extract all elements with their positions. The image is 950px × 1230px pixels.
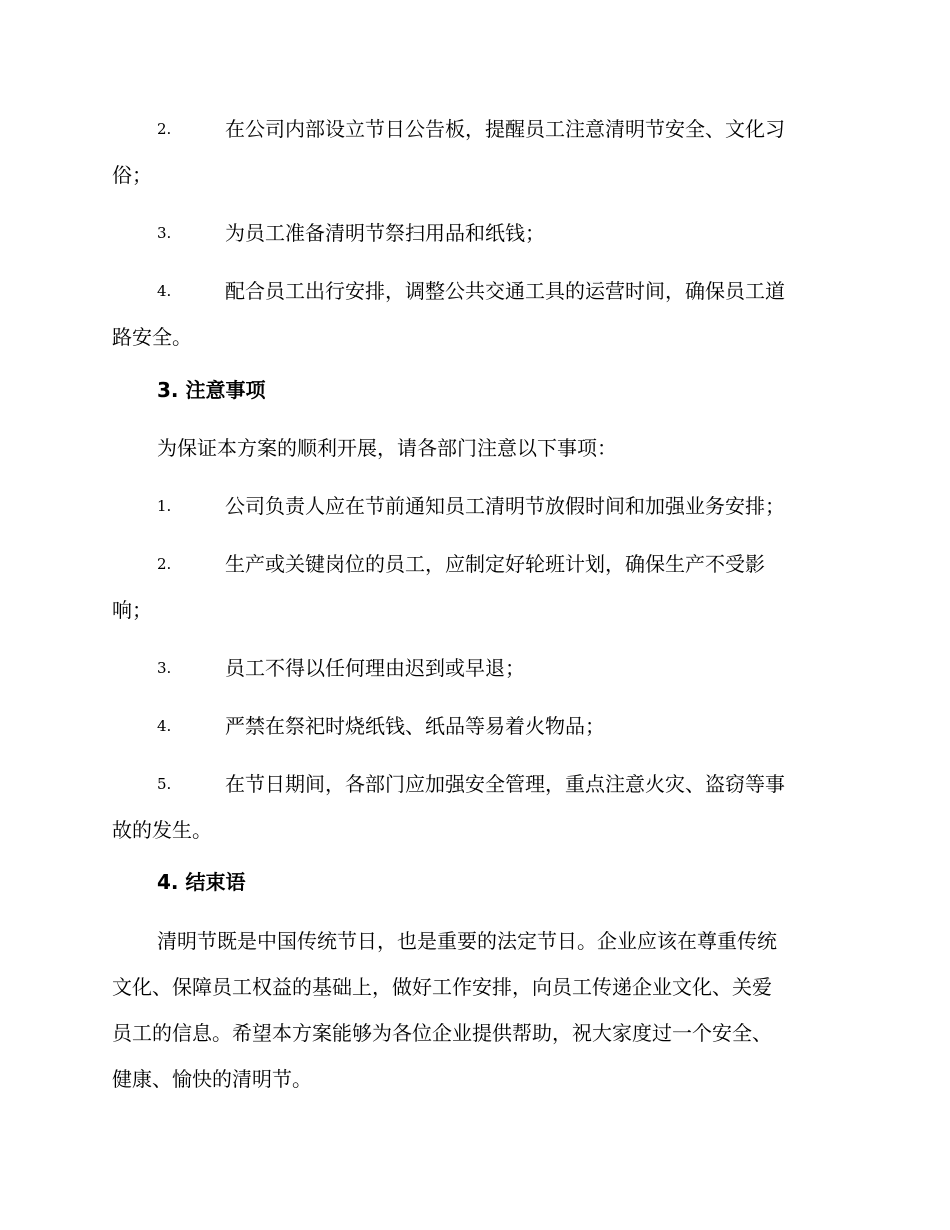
section-heading-conclusion: 4. 结束语 [157,870,246,894]
list-item-text: 在公司内部设立节日公告板，提醒员工注意清明节安全、文化习 [225,117,785,141]
list-item [112,483,834,529]
paragraph-line: 文化、保障员工权益的基础上，做好工作安排，向员工传递企业文化、关爱 [112,975,772,999]
list-number: 1. [157,497,172,515]
section-heading-notes: 3. 注意事项 [157,378,266,402]
paragraph-line: 清明节既是中国传统节日，也是重要的法定节日。企业应该在尊重传统 [157,929,777,953]
list-item-text: 为员工准备清明节祭扫用品和纸钱； [225,221,545,245]
conclusion-paragraph [112,918,834,1102]
list-item-text: 生产或关键岗位的员工，应制定好轮班计划，确保生产不受影 [225,552,765,576]
list-item [112,106,834,152]
list-number: 2. [157,555,172,573]
list-item-continuation: 响； [112,598,152,622]
list-item-text: 员工不得以任何理由迟到或早退； [225,656,525,680]
list-number: 3. [157,224,172,242]
list-number: 4. [157,717,172,735]
list-item-continuation: 故的发生。 [112,818,212,842]
notes-list [112,483,834,853]
list-number: 2. [157,120,172,138]
notes-intro: 为保证本方案的顺利开展，请各部门注意以下事项： [157,436,617,460]
paragraph-line: 员工的信息。希望本方案能够为各位企业提供帮助，祝大家度过一个安全、 [112,1021,772,1045]
list-item [112,645,834,691]
list-item-text: 严禁在祭祀时烧纸钱、纸品等易着火物品； [225,714,605,738]
list-item-text: 公司负责人应在节前通知员工清明节放假时间和加强业务安排； [225,494,785,518]
paragraph-line: 健康、愉快的清明节。 [112,1067,312,1091]
list-number: 5. [157,775,172,793]
list-item [112,268,834,314]
list-item [112,703,834,749]
list-number: 4. [157,282,172,300]
arrangement-list [112,106,834,360]
list-item-text: 在节日期间，各部门应加强安全管理，重点注意火灾、盗窃等事 [225,772,785,796]
list-number: 3. [157,659,172,677]
list-item-text: 配合员工出行安排，调整公共交通工具的运营时间，确保员工道 [225,279,785,303]
list-item-continuation: 路安全。 [112,325,192,349]
list-item [112,541,834,587]
list-item-continuation: 俗； [112,163,152,187]
list-item [112,761,834,807]
list-item [112,210,834,256]
